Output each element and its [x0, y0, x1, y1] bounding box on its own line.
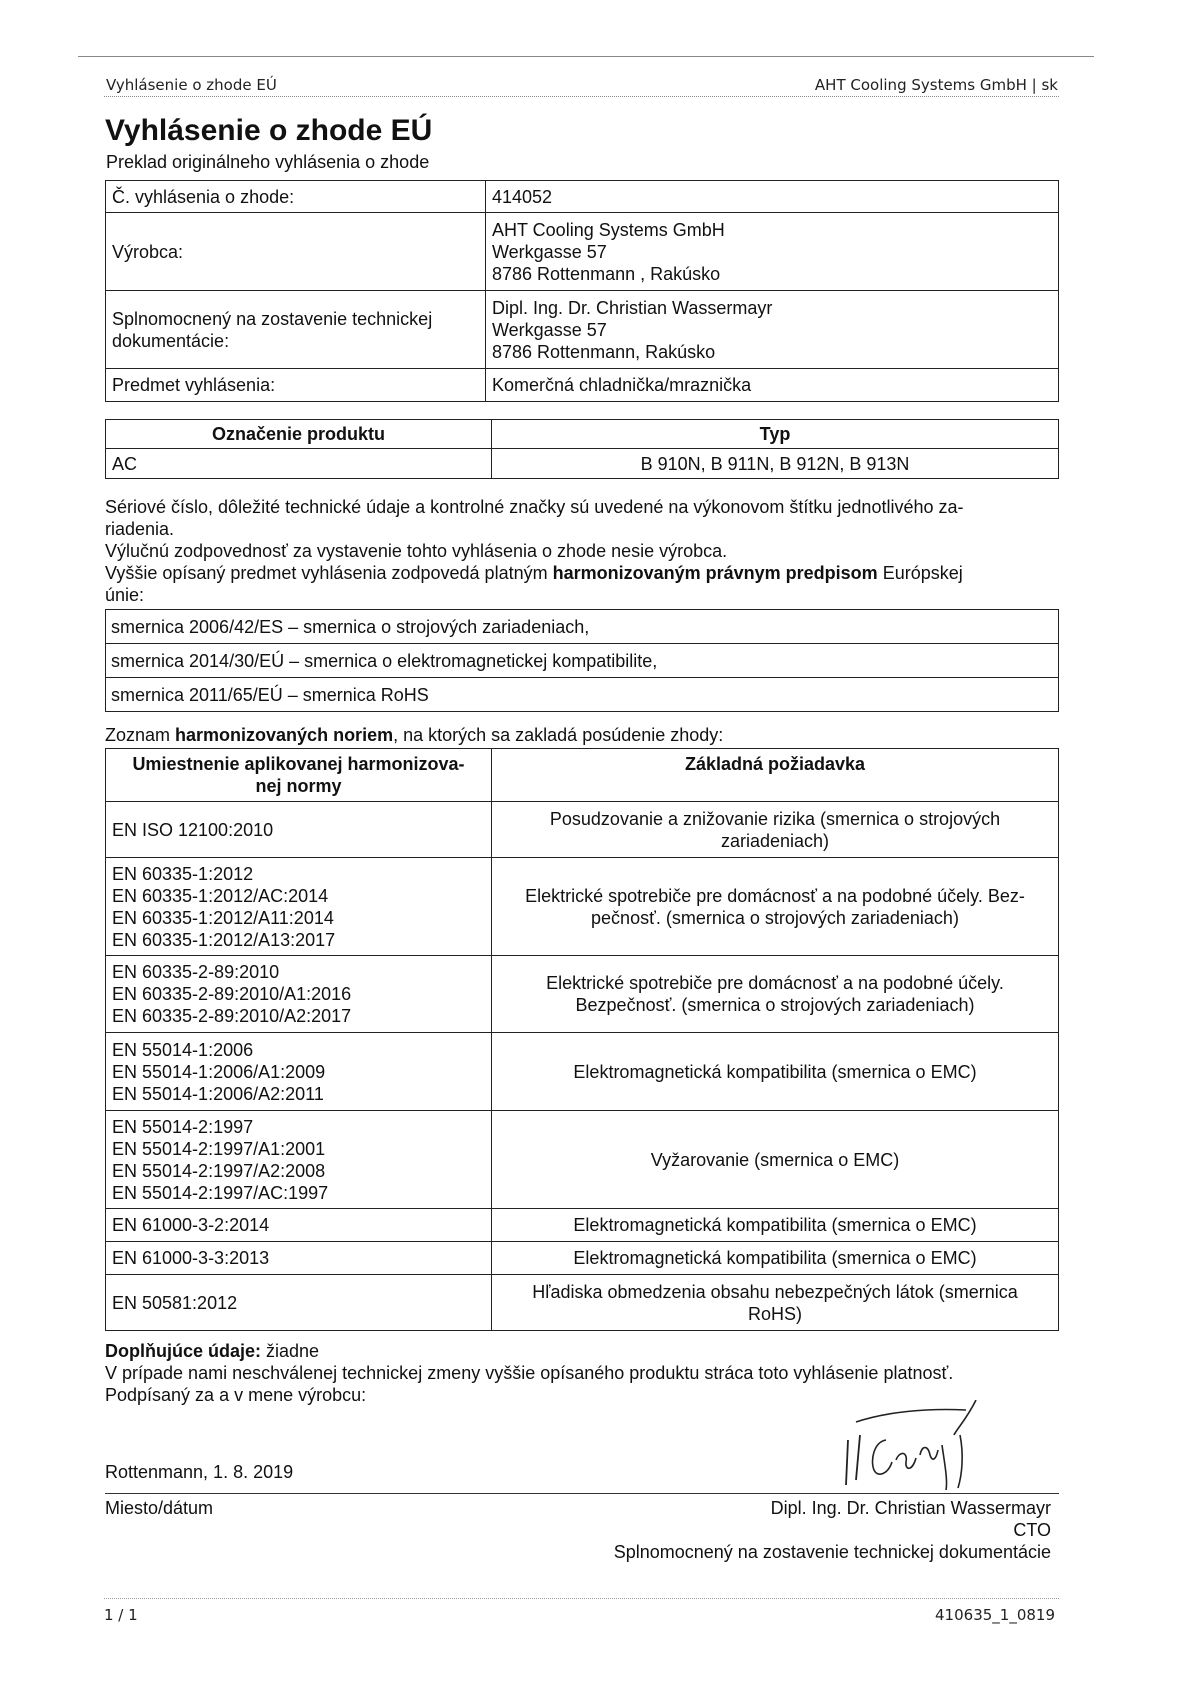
- requirement-cell: [492, 1242, 1059, 1275]
- norm-code: EN 55014-1:2006/A2:2011: [112, 1083, 324, 1104]
- norms-intro-bold: harmonizovaných noriem: [175, 725, 394, 745]
- supplement-label: Doplňujúce údaje:: [105, 1341, 262, 1361]
- directive-item: smernica 2011/65/EÚ – smernica RoHS: [106, 678, 1059, 712]
- intro-line: Sériové číslo, dôležité technické údaje a kontrolné značky sú uvedené na výkonovom štítku jednotlivého za-: [105, 497, 964, 517]
- manufacturer-address: [486, 213, 1059, 291]
- norm-cell: [106, 1111, 492, 1209]
- norm-code: EN 61000-3-3:2013: [112, 1248, 270, 1268]
- supplement-value: žiadne: [261, 1341, 320, 1361]
- declaration-number-value: 414052: [486, 181, 1059, 213]
- signed-line: Podpísaný za a v mene výrobcu:: [105, 1385, 367, 1405]
- signatory-name: Dipl. Ing. Dr. Christian Wassermayr: [770, 1498, 1051, 1518]
- requirement-line: Elektrické spotrebiče pre domácnosť a na podobné účely.: [546, 973, 1004, 993]
- change-text: V prípade nami neschválenej technickej zmeny vyššie opísaného produktu stráca toto: [105, 1363, 794, 1383]
- norm-code: EN 55014-2:1997: [112, 1116, 254, 1137]
- intro-text: Európskej: [877, 563, 963, 583]
- authorized-line: Werkgasse 57: [492, 319, 607, 340]
- manufacturer-label: Výrobca:: [106, 213, 486, 291]
- requirement-cell: [492, 1209, 1059, 1242]
- declaration-number-label: Č. vyhlásenia o zhode:: [106, 181, 486, 213]
- norm-code: EN 60335-2-89:2010/A2:2017: [112, 1006, 352, 1026]
- norm-cell: [106, 1033, 492, 1111]
- norms-intro: [105, 724, 1045, 746]
- product-type-value: B 910N, B 911N, B 912N, B 913N: [492, 449, 1059, 479]
- norm-cell: [106, 858, 492, 956]
- norm-code: EN 60335-1:2012/A13:2017: [112, 929, 336, 950]
- norm-code: EN 55014-2:1997/AC:1997: [112, 1182, 329, 1203]
- change-emphasis: vyhlásenie platnosť: [793, 1363, 949, 1383]
- norm-cell: [106, 1209, 492, 1242]
- norm-cell: [106, 1275, 492, 1331]
- requirement-line: Posudzovanie a znižovanie rizika (smernica o strojových: [549, 808, 1001, 829]
- norm-code: EN 55014-2:1997/A2:2008: [112, 1160, 326, 1181]
- requirement-cell: [492, 858, 1059, 956]
- requirement-line: Elektrické spotrebiče pre domácnosť a na podobné účely. Bez-: [525, 885, 1025, 906]
- requirement-cell: [492, 956, 1059, 1033]
- intro-text: Vyššie opísaný predmet vyhlásenia zodpovedá platným: [105, 563, 553, 583]
- requirement-line: Vyžarovanie (smernica o EMC): [650, 1149, 900, 1170]
- place-date-label: Miesto/dátum: [105, 1498, 214, 1518]
- norm-code: EN 55014-2:1997/A1:2001: [112, 1138, 326, 1159]
- product-designation-value: AC: [106, 449, 492, 479]
- manufacturer-line: 8786 Rottenmann , Rakúsko: [492, 263, 721, 284]
- norm-code: EN 55014-1:2006/A1:2009: [112, 1061, 326, 1082]
- document-title: Vyhlásenie o zhode EÚ: [105, 114, 433, 147]
- product-table: [105, 419, 1059, 479]
- signatory-block: [614, 1497, 1051, 1563]
- norm-code: EN 50581:2012: [112, 1292, 238, 1313]
- norms-intro-text: , na ktorých sa zakladá posúdenie zhody:: [393, 725, 724, 745]
- norm-location-header: [106, 749, 492, 802]
- norm-code: EN 60335-2-89:2010/A1:2016: [112, 984, 352, 1004]
- footer-rule: [104, 1598, 1059, 1599]
- norms-intro-text: Zoznam: [105, 725, 176, 745]
- norm-cell: [106, 956, 492, 1033]
- intro-line: riadenia.: [105, 519, 175, 539]
- subject-label: Predmet vyhlásenia:: [106, 369, 486, 402]
- authorized-label-line: dokumentácie:: [112, 330, 230, 351]
- authorized-label-line: Splnomocnený na zostavenie technickej: [112, 308, 433, 329]
- manufacturer-line: Werkgasse 57: [492, 241, 607, 262]
- authorized-line: 8786 Rottenmann, Rakúsko: [492, 341, 716, 362]
- running-header-left: Vyhlásenie o zhode EÚ: [106, 76, 277, 94]
- top-rule: [78, 56, 1094, 57]
- directive-item: smernica 2006/42/ES – smernica o strojových zariadeniach,: [106, 610, 1059, 644]
- manufacturer-line: AHT Cooling Systems GmbH: [492, 219, 725, 240]
- norm-code: EN 61000-3-2:2014: [112, 1215, 270, 1235]
- intro-line: únie:: [105, 585, 145, 605]
- page-number: 1 / 1: [104, 1606, 138, 1624]
- header-rule: [104, 96, 1059, 97]
- requirement-cell: [492, 802, 1059, 858]
- document-code: 410635_1_0819: [935, 1606, 1055, 1624]
- requirement-line: Bezpečnosť. (smernica o strojových zariadeniach): [575, 995, 975, 1015]
- closing-paragraph: [105, 1340, 1045, 1406]
- norm-code: EN 60335-2-89:2010: [112, 962, 280, 982]
- norm-code: EN ISO 12100:2010: [112, 819, 274, 840]
- intro-line: [105, 562, 1045, 584]
- intro-bold: harmonizovaným právnym predpisom: [552, 563, 878, 583]
- norm-cell: [106, 1242, 492, 1275]
- requirement-cell: [492, 1111, 1059, 1209]
- requirement-line: Elektromagnetická kompatibilita (smernica o EMC): [573, 1248, 977, 1268]
- product-designation-header: Označenie produktu: [106, 420, 492, 449]
- change-line: [105, 1362, 1045, 1384]
- authorized-person-label: [106, 291, 486, 369]
- subject-value: Komerčná chladnička/mraznička: [486, 369, 1059, 402]
- signatory-role: CTO: [1013, 1520, 1051, 1540]
- requirement-line: pečnosť. (smernica o strojových zariadeniach): [591, 907, 959, 928]
- basic-requirement-header: Základná požiadavka: [492, 749, 1059, 802]
- signatory-role-2: Splnomocnený na zostavenie technickej dokumentácie: [613, 1542, 1051, 1562]
- norm-code: EN 60335-1:2012/A11:2014: [112, 907, 334, 928]
- supplement-line: [105, 1340, 1045, 1362]
- requirement-line: Elektromagnetická kompatibilita (smernica o EMC): [573, 1061, 977, 1082]
- requirement-line: Hľadiska obmedzenia obsahu nebezpečných látok (smernica: [532, 1281, 1018, 1302]
- declaration-info-table: [105, 180, 1059, 402]
- requirement-line: zariadeniach): [720, 830, 830, 851]
- norm-code: EN 60335-1:2012/AC:2014: [112, 885, 329, 906]
- requirement-line: Elektromagnetická kompatibilita (smernica o EMC): [573, 1215, 977, 1235]
- product-type-header: Typ: [492, 420, 1059, 449]
- norms-table: [105, 748, 1059, 1331]
- norm-code: EN 60335-1:2012: [112, 863, 254, 884]
- norm-header-line: Umiestnenie aplikovanej harmonizova-: [132, 754, 465, 774]
- requirement-line: RoHS): [747, 1303, 802, 1324]
- intro-line: Výlučnú zodpovednosť za vystavenie tohto vyhlásenia o zhode nesie výrobca.: [105, 541, 728, 561]
- norm-header-line: nej normy: [255, 776, 342, 796]
- authorized-person-address: [486, 291, 1059, 369]
- directives-table: [105, 609, 1059, 712]
- place-date-value: Rottenmann, 1. 8. 2019: [105, 1462, 294, 1482]
- running-header-right: AHT Cooling Systems GmbH | sk: [814, 76, 1058, 94]
- requirement-cell: [492, 1275, 1059, 1331]
- norm-code: EN 55014-1:2006: [112, 1039, 254, 1060]
- norm-cell: [106, 802, 492, 858]
- document-subtitle: Preklad originálneho vyhlásenia o zhode: [106, 152, 430, 172]
- authorized-line: Dipl. Ing. Dr. Christian Wassermayr: [492, 297, 773, 318]
- directive-item: smernica 2014/30/EÚ – smernica o elektromagnetickej kompatibilite,: [106, 644, 1059, 678]
- change-text: .: [948, 1363, 954, 1383]
- requirement-cell: [492, 1033, 1059, 1111]
- signature-line: [105, 1493, 1059, 1494]
- intro-paragraph: [105, 496, 1045, 606]
